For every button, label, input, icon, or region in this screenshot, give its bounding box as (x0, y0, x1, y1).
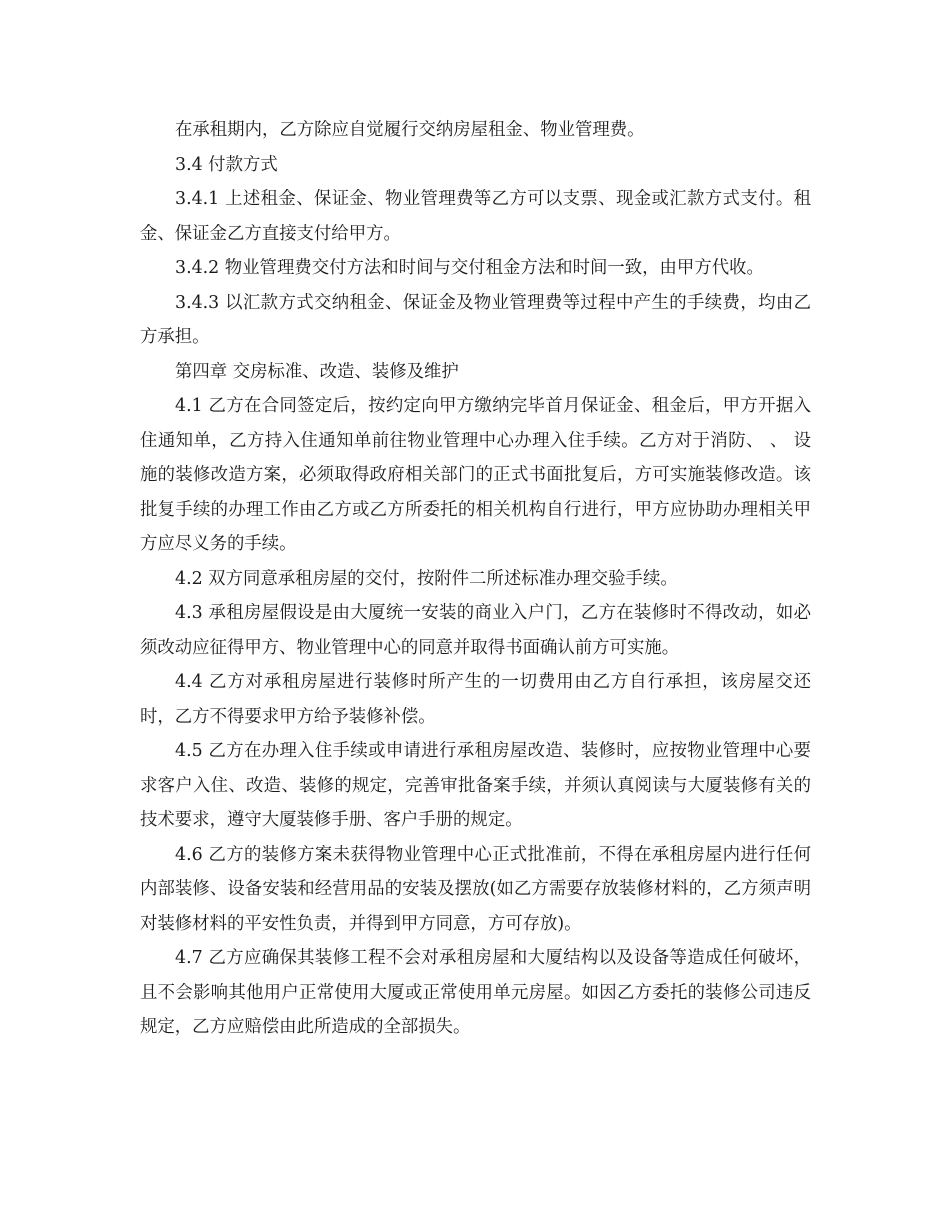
document-body (140, 113, 811, 1045)
paragraph-4-5: 4.5 乙方在办理入住手续或申请进行承租房屋改造、装修时，应按物业管理中心要求客户入住、改造、装修的规定，完善审批备案手续，并须认真阅读与大厦装修有关的技术要求，遵守大厦装修手册、客户手册的规定。 (140, 741, 811, 830)
paragraph-4-6: 4.6 乙方的装修方案未获得物业管理中心正式批准前，不得在承租房屋内进行任何内部装修、设备安装和经营用品的安装及摆放(如乙方需要存放装修材料的，乙方须声明对装修材料的平安性负责，并得到甲方同意，方可存放)。 (140, 844, 811, 934)
paragraph-4-2: 4.2 双方同意承租房屋的交付，按附件二所述标准办理交验手续。 (175, 568, 678, 589)
paragraph-3-4-1: 3.4.1 上述租金、保证金、物业管理费等乙方可以支票、现金或汇款方式支付。租金、保证金乙方直接支付给甲方。 (140, 189, 811, 244)
paragraph-4-3: 4.3 承租房屋假设是由大厦统一安装的商业入户门，乙方在装修时不得改动，如必须改动应征得甲方、物业管理中心的同意并取得书面确认前方可实施。 (140, 603, 811, 658)
paragraph-3-4-3: 3.4.3 以汇款方式交纳租金、保证金及物业管理费等过程中产生的手续费，均由乙方承担。 (140, 292, 811, 347)
paragraph-4-7: 4.7 乙方应确保其装修工程不会对承租房屋和大厦结构以及设备等造成任何破坏，且不会影响其他用户正常使用大厦或正常使用单元房屋。如因乙方委托的装修公司违反规定，乙方应赔偿由此所造成的全部损失。 (140, 948, 811, 1037)
paragraph-4-1: 4.1 乙方在合同签定后，按约定向甲方缴纳完毕首月保证金、租金后，甲方开据入住通知单，乙方持入住通知单前往物业管理中心办理入住手续。乙方对于消防、 、 设施的装修改造方案，必须取得政府相关部门的正式书面批复后，方可实施装修改造。该批复手续的办理工作由乙方或乙方所委托的相关机构自行进行，甲方应协助办理相关甲方应尽义务的手续。 (140, 396, 811, 554)
paragraph-lease-obligations: 在承租期内，乙方除应自觉履行交纳房屋租金、物业管理费。 (175, 120, 645, 140)
heading-chapter-4: 第四章 交房标准、改造、装修及维护 (175, 361, 459, 382)
heading-3-4-payment-method: 3.4 付款方式 (175, 154, 278, 175)
paragraph-4-4: 4.4 乙方对承租房屋进行装修时所产生的一切费用由乙方自行承担，该房屋交还时，乙方不得要求甲方给予装修补偿。 (140, 672, 811, 727)
paragraph-3-4-2: 3.4.2 物业管理费交付方法和时间与交付租金方法和时间一致，由甲方代收。 (175, 258, 764, 278)
